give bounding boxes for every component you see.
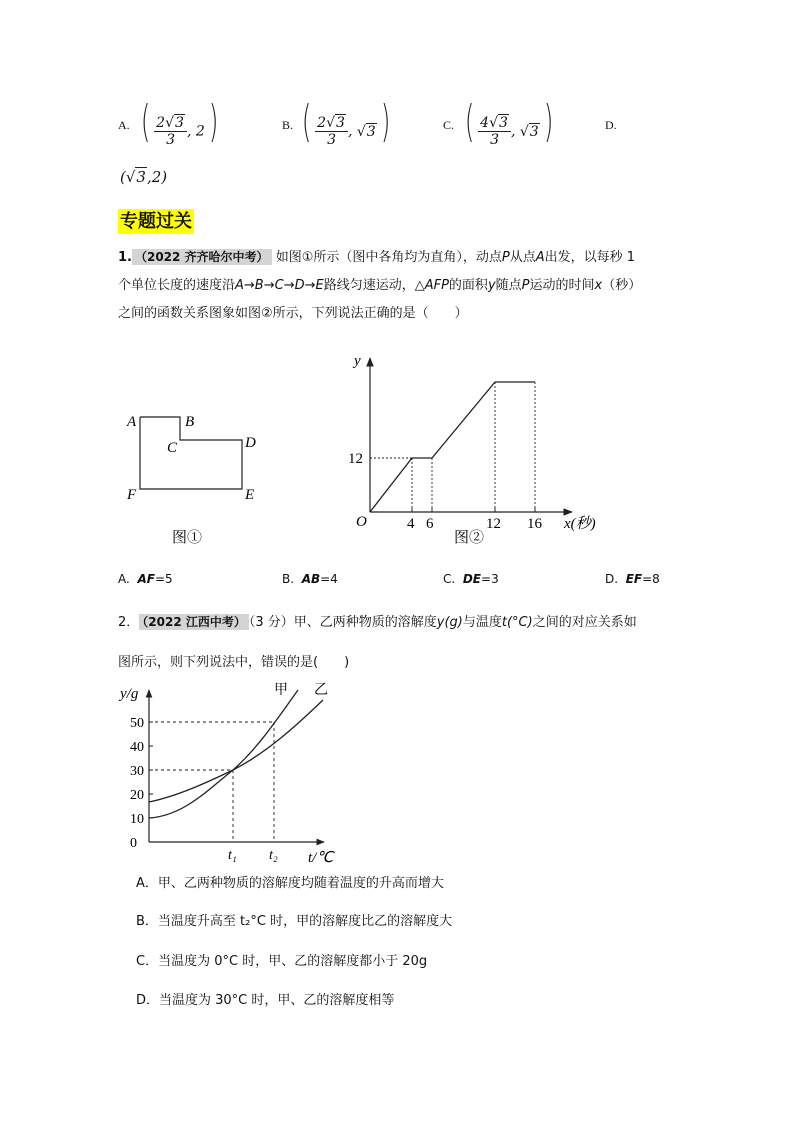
option-b-tail-rad: 3 [366, 123, 376, 140]
q1-line2: 个单位长度的速度沿 [118, 278, 236, 293]
q1-answer-c[interactable]: C. DE=3 [443, 572, 499, 586]
q1-source-tag: （2022 齐齐哈尔中考） [132, 249, 272, 265]
sol-y-tick-0: 0 [130, 836, 137, 851]
sol-x-tick-t1: t₁ [228, 848, 237, 863]
option-c-expression: ( $\frac{4√3}{3}$ , √3 ) [464, 96, 553, 148]
option-c-den: 3 [490, 132, 500, 148]
q2-number: 2． [118, 615, 140, 630]
fig2-origin: O [356, 514, 367, 530]
series-label-yi: 乙 [314, 683, 328, 698]
sol-y-tick-10: 10 [130, 812, 144, 827]
figure-3-solubility-chart [118, 678, 348, 868]
series-label-jia: 甲 [274, 683, 288, 698]
option-b-letter: B. [282, 118, 294, 132]
option-c-coef: 4 [480, 115, 490, 131]
q1-line2d: 随点 [495, 278, 522, 293]
option-a-expression: ( $\frac{2√3}{3}$ , 2) [140, 96, 219, 148]
q1-answer-a[interactable]: A. AF=5 [118, 572, 173, 586]
q1-line1b: 从点 [509, 250, 536, 265]
q2-choice-d[interactable]: D．当温度为 30°C 时，甲、乙的溶解度相等 [136, 993, 395, 1008]
q2-yvar: y(g) [436, 615, 463, 630]
q2-line1c: 之间的对应关系如 [532, 615, 637, 630]
series-yi-curve [149, 700, 323, 802]
question-2-text [118, 602, 698, 683]
figure-2-graph [340, 348, 610, 550]
option-d-letter: D. [605, 118, 617, 132]
q2-source-tag: （2022 江西中考） [139, 614, 249, 630]
sol-x-tick-t2: t₂ [269, 848, 278, 863]
sol-y-label: y/g [120, 686, 139, 702]
option-a-den: 3 [166, 132, 176, 148]
fig2-caption: 图② [454, 530, 485, 546]
fig1-label-F: F [127, 487, 137, 503]
fig1-label-C: C [167, 440, 178, 456]
sol-y-tick-40: 40 [130, 740, 144, 755]
fig2-x-label: x(秒) [564, 516, 596, 532]
option-d-tail: ,2) [146, 168, 168, 186]
option-c-tail-rad: 3 [529, 123, 539, 140]
fig2-x-tick-4: 4 [407, 516, 415, 532]
q1-line3: 之间的函数关系图象如图②所示，下列说法正确的是（ ） [118, 306, 468, 321]
option-c-rad: 3 [499, 115, 508, 131]
q1-p2: P [521, 278, 530, 293]
option-a-coef: 2 [156, 115, 166, 131]
fig1-label-E: E [245, 487, 255, 503]
fig2-x-tick-12: 12 [486, 516, 501, 532]
question-1-text [118, 243, 684, 328]
fig1-label-A: A [127, 414, 137, 430]
fig2-plot [370, 382, 535, 512]
fig1-label-B: B [185, 414, 195, 430]
q2-choice-a[interactable]: A．甲、乙两种物质的溶解度均随着温度的升高而增大 [136, 876, 444, 891]
sol-y-tick-50: 50 [130, 716, 144, 731]
q1-p: P [501, 250, 510, 265]
fig2-y-tick-12: 12 [348, 451, 363, 467]
series-jia-curve [149, 690, 298, 818]
option-b-expression: ( $\frac{2√3}{3}$ , √3 ) [301, 96, 390, 148]
option-b-den: 3 [327, 132, 337, 148]
q1-line1: 如图①所示（图中各角均为直角），动点 [275, 250, 502, 265]
q1-line2b: 路线匀速运动，△ [323, 278, 425, 293]
q2-choice-c[interactable]: C．当温度为 0°C 时，甲、乙的溶解度都小于 20g [136, 954, 428, 969]
q1-path: A→B→C→D→E [235, 278, 324, 293]
q1-y: y [487, 278, 496, 293]
fig2-x-tick-16: 16 [527, 516, 542, 532]
fig2-graph-line [370, 382, 535, 512]
q2-line1b: 与温度 [462, 615, 502, 630]
option-b-rad: 3 [336, 115, 345, 131]
q1-x: x [594, 278, 603, 293]
q1-number: 1. [118, 250, 132, 265]
q1-tri: AFP [424, 278, 449, 293]
sol-y-tick-20: 20 [130, 788, 144, 803]
option-d-expression: (√3,2) [120, 168, 168, 186]
option-a-tail: , 2 [186, 123, 205, 140]
q1-answer-d[interactable]: D. EF=8 [605, 572, 660, 586]
section-title: 专题过关 [120, 211, 192, 232]
q1-answer-b[interactable]: B. AB=4 [282, 572, 338, 586]
option-b-coef: 2 [317, 115, 327, 131]
q2-tvar: t(°C) [501, 615, 533, 630]
fig1-label-D: D [245, 435, 256, 451]
fig1-caption: 图① [172, 530, 203, 546]
q2-line1: （3 分）甲、乙两种物质的溶解度 [248, 615, 437, 630]
q1-line2e: 运动的时间 [529, 278, 595, 293]
option-d-rad: 3 [136, 168, 146, 186]
option-a-letter: A. [118, 118, 130, 132]
q1-line2c: 的面积 [448, 278, 488, 293]
q1-line1c: 出发，以每秒 1 [544, 250, 636, 265]
q2-choice-b[interactable]: B．当温度升高至 t₂°C 时，甲的溶解度比乙的溶解度大 [136, 914, 453, 929]
q1-a: A [535, 250, 545, 265]
figure-1 [118, 400, 278, 555]
fig2-y-label: y [354, 353, 361, 369]
q2-line2: 图所示，则下列说法中，错误的是( ) [118, 655, 350, 670]
q1-line2f: （秒） [602, 278, 642, 293]
option-c-letter: C. [443, 118, 455, 132]
option-a-rad: 3 [175, 115, 184, 131]
sol-x-label: t/℃ [308, 850, 334, 866]
sol-y-tick-30: 30 [130, 764, 144, 779]
fig2-x-tick-6: 6 [426, 516, 434, 532]
